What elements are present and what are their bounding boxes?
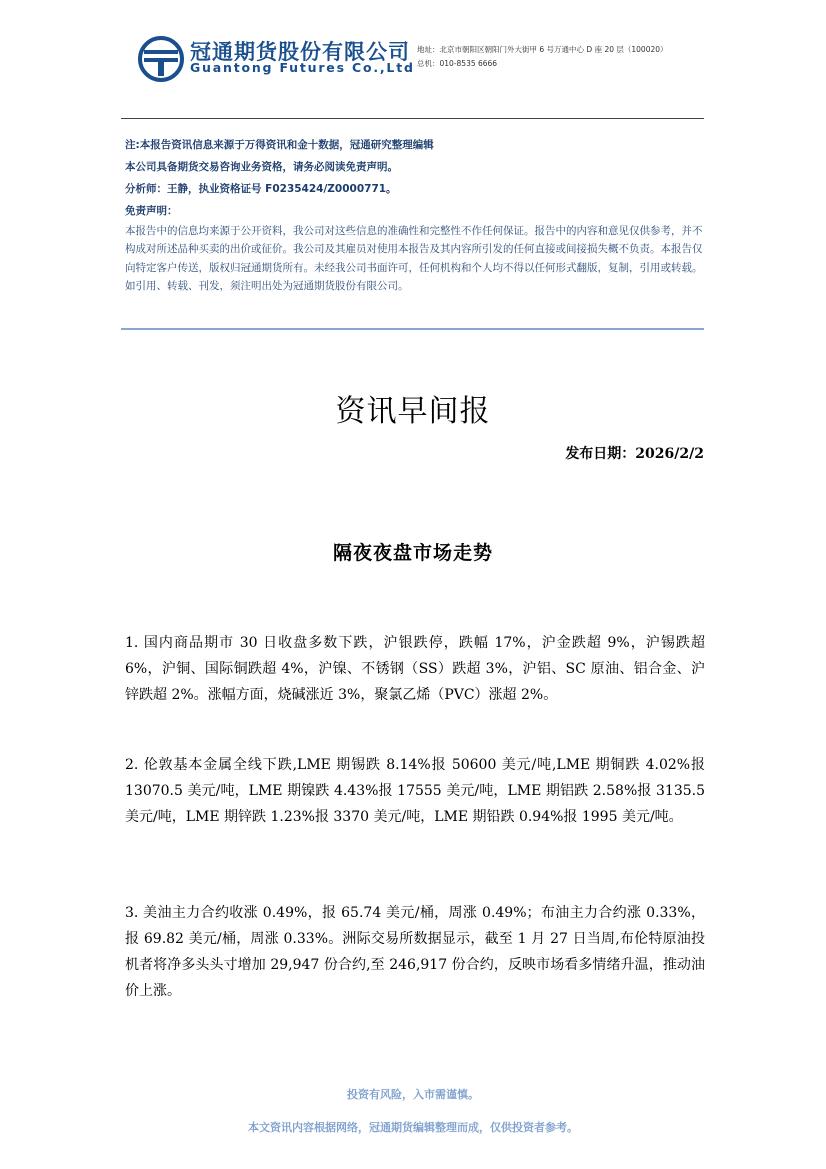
report-title: 资讯早间报 xyxy=(335,394,491,429)
company-logo-icon xyxy=(138,36,184,82)
source-note: 注:本报告资讯信息来源于万得资讯和金十数据，冠通研究整理编辑 xyxy=(125,139,434,151)
disclaimer-title: 免责声明： xyxy=(125,205,178,217)
company-address: 地址：北京市朝阳区朝阳门外大街甲 6 号万通中心 D 座 20 层（100020） xyxy=(417,45,668,54)
company-name-cn: 冠通期货股份有限公司 xyxy=(190,40,410,64)
disclaimer-divider xyxy=(121,328,704,330)
analyst-note: 分析师：王静，执业资格证号 F0235424/Z0000771。 xyxy=(125,183,397,195)
paragraph-1: 1. 国内商品期市 30 日收盘多数下跌，沪银跌停，跌幅 17%，沪金跌超 9%，沪锡跌超 6%，沪铜、国际铜跌超 4%，沪镍、不锈钢（SS）跌超 3%，沪铝、SC 原油、铝合金、沪锌跌超 2%。涨幅方面，烧碱涨近 3%，聚氯乙烯（PVC）涨超 2%。 xyxy=(125,635,705,703)
qualification-note: 本公司具备期货交易咨询业务资格，请务必阅读免责声明。 xyxy=(125,161,398,173)
disclaimer-body: 本报告中的信息均来源于公开资料，我公司对这些信息的准确性和完整性不作任何保证。报告中的内容和意见仅供参考，并不构成对所述品种买卖的出价或征价。我公司及其雇员对使用本报告及其内容所引发的任何直接或间接损失概不负责。本报告仅向特定客户传送，版权归冠通期货所有。未经我公司书面许可，任何机构和个人均不得以任何形式翻版，复制，引用或转载。如引用、转载、刊发，须注明出处为冠通期货股份有限公司。 xyxy=(125,225,703,293)
publish-date: 发布日期：2026/2/2 xyxy=(565,446,704,462)
source-footer: 本文资讯内容根据网络，冠通期货编辑整理而成，仅供投资者参考。 xyxy=(248,1121,578,1134)
header-divider xyxy=(121,118,704,119)
paragraph-3: 3. 美油主力合约收涨 0.49%，报 65.74 美元/桶，周涨 0.49%；布油主力合约涨 0.33%，报 69.82 美元/桶，周涨 0.33%。洲际交易所数据显示，截至 1 月 27 日当周,布伦特原油投机者将净多头头寸增加 29,947 份合约,至 246,917 份合约，反映市场看多情绪升温，推动油价上涨。 xyxy=(125,905,705,999)
paragraph-2: 2. 伦敦基本金属全线下跌,LME 期锡跌 8.14%报 50600 美元/吨,LME 期铜跌 4.02%报 13070.5 美元/吨，LME 期镍跌 4.43%报 17555 美元/吨，LME 期铝跌 2.58%报 3135.5 美元/吨，LME 期锌跌 1.23%报 3370 美元/吨，LME 期铅跌 0.94%报 1995 美元/吨。 xyxy=(125,757,705,825)
section-title: 隔夜夜盘市场走势 xyxy=(332,542,493,564)
company-name-en: Guantong Futures Co.,Ltd xyxy=(190,60,415,75)
risk-warning: 投资有风险，入市需谨慎。 xyxy=(347,1088,479,1101)
company-phone: 总机：010-8535 6666 xyxy=(417,59,498,68)
